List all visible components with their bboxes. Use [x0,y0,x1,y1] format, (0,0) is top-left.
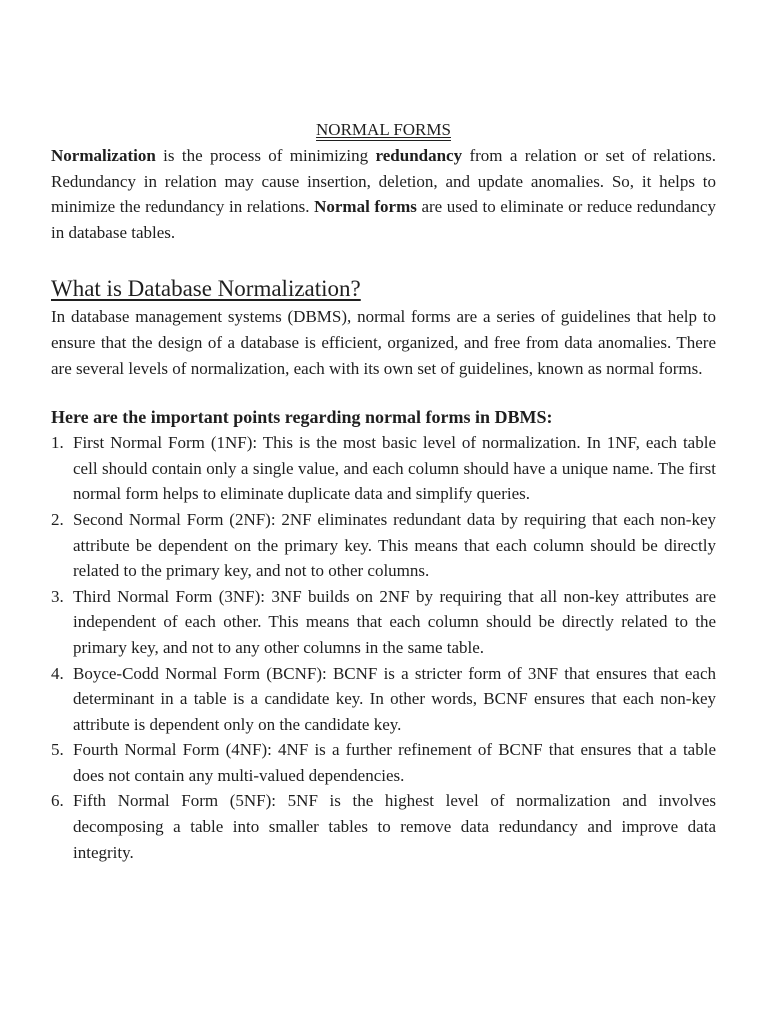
section-heading: What is Database Normalization? [51,276,361,302]
list-item [51,507,716,584]
intro-paragraph [51,143,716,245]
list-item-number: 5. [51,740,64,760]
section-paragraph: In database management systems (DBMS), normal forms are a series of guidelines that help to ensure that the design of a database is efficient, organized, and free from data anomalies. There are several levels of normalization, each with its own set of guidelines, known as normal forms. [51,307,716,378]
list-item [51,661,716,738]
normal-forms-list [51,430,716,865]
list-item-text: Fifth Normal Form (5NF): 5NF is the highest level of normalization and involves decomposing a table into smaller tables to remove data redundancy and improve data integrity. [73,791,716,862]
list-item [51,737,716,788]
term-normal-forms: Normal forms [314,197,417,217]
intro-text-2: from a relation or set of relations. Redundancy in relation may cause insertion, deletion, and update anomalies. So, it helps to minimize the redundancy in relations. [51,146,716,217]
list-item-number: 4. [51,663,64,683]
list-item-text: Boyce-Codd Normal Form (BCNF): BCNF is a stricter form of 3NF that ensures that each determinant in a table is a candidate key. In other words, BCNF ensures that each non-key attribute is dependent only on the candidate key. [73,663,716,734]
page-title: NORMAL FORMS [316,120,451,139]
list-item-number: 3. [51,586,64,606]
term-normalization: Normalization [51,146,156,165]
points-heading: Here are the important points regarding normal forms in DBMS: [51,407,553,428]
list-item-number: 6. [51,791,64,811]
list-item-number: 1. [51,433,64,453]
list-item-text: Fourth Normal Form (4NF): 4NF is a further refinement of BCNF that ensures that a table does not contain any multi-valued dependencies. [73,740,716,785]
list-item [51,430,716,507]
intro-text-1: is the process of minimizing [155,146,376,165]
list-item-number: 2. [51,509,64,529]
document-page [51,118,716,865]
list-item [51,584,716,661]
list-item-text: Second Normal Form (2NF): 2NF eliminates redundant data by requiring that each non-key attribute be dependent on the primary key. This means that each column should be directly related to the primary key, and not to other columns. [73,509,716,581]
list-item-text: First Normal Form (1NF): This is the most basic level of normalization. In 1NF, each table cell should contain only a single value, and each column should have a unique name. The first normal form helps to eliminate duplicate data and simplify queries. [73,433,716,504]
list-item [51,788,716,865]
term-redundancy: redundancy [375,146,463,165]
intro-text-3: are used to eliminate or reduce redundancy in database tables. [51,197,716,242]
list-item-text: Third Normal Form (3NF): 3NF builds on 2NF by requiring that all non-key attributes are independent of each other. This means that each column should be directly related to the primary key, and not to any other columns in the same table. [73,586,716,657]
